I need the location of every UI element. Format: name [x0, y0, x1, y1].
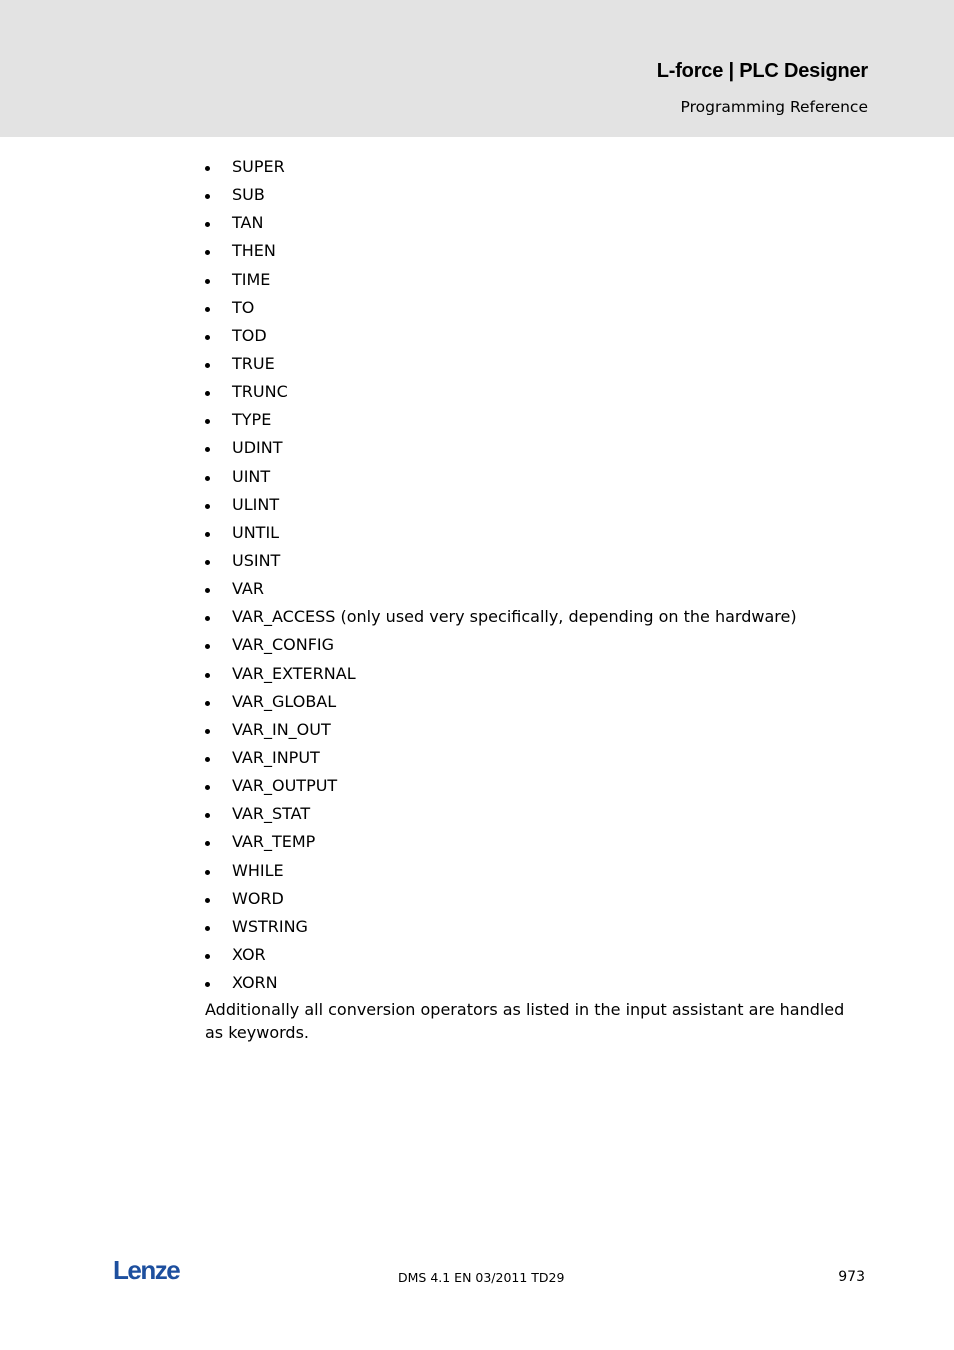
- keyword-list: [205, 155, 797, 999]
- list-item: [205, 549, 797, 577]
- list-item: [205, 296, 797, 324]
- bullet-icon: [205, 926, 210, 931]
- bullet-icon: [205, 363, 210, 368]
- footer-doc-id: DMS 4.1 EN 03/2011 TD29: [398, 1270, 565, 1285]
- page-number: 973: [838, 1269, 865, 1285]
- list-item-text: VAR_ACCESS (only used very specifically, depending on the hardware): [232, 607, 797, 627]
- bullet-icon: [205, 194, 210, 199]
- list-item-text: THEN: [232, 241, 276, 261]
- list-item: [205, 718, 797, 746]
- list-item-text: VAR_CONFIG: [232, 635, 335, 655]
- list-item-text: XORN: [232, 973, 278, 993]
- list-item: [205, 915, 797, 943]
- bullet-icon: [205, 166, 210, 171]
- list-item: [205, 690, 797, 718]
- list-item-text: TRUE: [232, 353, 275, 373]
- list-item: [205, 887, 797, 915]
- bullet-icon: [205, 841, 210, 846]
- bullet-icon: [205, 813, 210, 818]
- list-item: [205, 577, 797, 605]
- list-item-text: VAR_GLOBAL: [232, 691, 337, 711]
- list-item-text: WORD: [232, 888, 284, 908]
- bullet-icon: [205, 307, 210, 312]
- page-header: [0, 0, 954, 137]
- list-item-text: VAR: [232, 579, 264, 599]
- bullet-icon: [205, 898, 210, 903]
- list-item: [205, 830, 797, 858]
- bullet-icon: [205, 447, 210, 452]
- list-item: [205, 436, 797, 464]
- bullet-icon: [205, 504, 210, 509]
- list-item: [205, 746, 797, 774]
- list-item-text: UINT: [232, 466, 271, 486]
- bullet-icon: [205, 616, 210, 621]
- list-item: [205, 859, 797, 887]
- list-item-text: VAR_EXTERNAL: [232, 663, 356, 683]
- list-item-text: SUB: [232, 185, 265, 205]
- list-item: [205, 183, 797, 211]
- bullet-icon: [205, 476, 210, 481]
- list-item-text: TRUNC: [232, 382, 288, 402]
- bullet-icon: [205, 391, 210, 396]
- list-item: [205, 802, 797, 830]
- list-item: [205, 324, 797, 352]
- list-item: [205, 155, 797, 183]
- bullet-icon: [205, 644, 210, 649]
- list-item: [205, 521, 797, 549]
- list-item-text: TO: [232, 297, 255, 317]
- bullet-icon: [205, 560, 210, 565]
- list-item-text: SUPER: [232, 157, 285, 176]
- bullet-icon: [205, 982, 210, 987]
- list-item-text: ULINT: [232, 494, 280, 514]
- header-title: L-force | PLC Designer: [656, 60, 868, 82]
- list-item: [205, 493, 797, 521]
- note-paragraph: Additionally all conversion operators as listed in the input assistant are handled as keywords.: [205, 1000, 845, 1042]
- list-item: [205, 352, 797, 380]
- list-item: [205, 971, 797, 999]
- list-item: [205, 605, 797, 633]
- list-item-text: XOR: [232, 944, 266, 964]
- bullet-icon: [205, 222, 210, 227]
- list-item: [205, 239, 797, 267]
- list-item-text: TYPE: [232, 410, 272, 430]
- bullet-icon: [205, 588, 210, 593]
- bullet-icon: [205, 870, 210, 875]
- list-item: [205, 662, 797, 690]
- bullet-icon: [205, 673, 210, 678]
- list-item-text: WHILE: [232, 860, 284, 880]
- bullet-icon: [205, 335, 210, 340]
- list-item-text: VAR_OUTPUT: [232, 776, 338, 796]
- bullet-icon: [205, 701, 210, 706]
- list-item: [205, 633, 797, 661]
- list-item: [205, 268, 797, 296]
- list-item: [205, 380, 797, 408]
- list-item: [205, 211, 797, 239]
- list-item: [205, 465, 797, 493]
- list-item-text: UNTIL: [232, 522, 280, 542]
- list-item: [205, 774, 797, 802]
- bullet-icon: [205, 250, 210, 255]
- list-item-text: TAN: [232, 213, 264, 233]
- bullet-icon: [205, 532, 210, 537]
- list-item-text: USINT: [232, 550, 281, 570]
- list-item-text: VAR_STAT: [232, 804, 311, 824]
- bullet-icon: [205, 954, 210, 959]
- bullet-icon: [205, 785, 210, 790]
- bullet-icon: [205, 757, 210, 762]
- list-item-text: UDINT: [232, 438, 283, 458]
- bullet-icon: [205, 729, 210, 734]
- bullet-icon: [205, 279, 210, 284]
- list-item-text: TOD: [232, 325, 267, 345]
- bullet-icon: [205, 419, 210, 424]
- list-item: [205, 943, 797, 971]
- list-item: [205, 408, 797, 436]
- list-item-text: TIME: [232, 269, 271, 289]
- list-item-text: WSTRING: [232, 916, 308, 936]
- header-subtitle: Programming Reference: [680, 98, 868, 116]
- list-item-text: VAR_TEMP: [232, 832, 316, 852]
- list-item-text: VAR_INPUT: [232, 747, 320, 767]
- lenze-logo: Lenze: [113, 1255, 180, 1285]
- list-item-text: VAR_IN_OUT: [232, 719, 331, 739]
